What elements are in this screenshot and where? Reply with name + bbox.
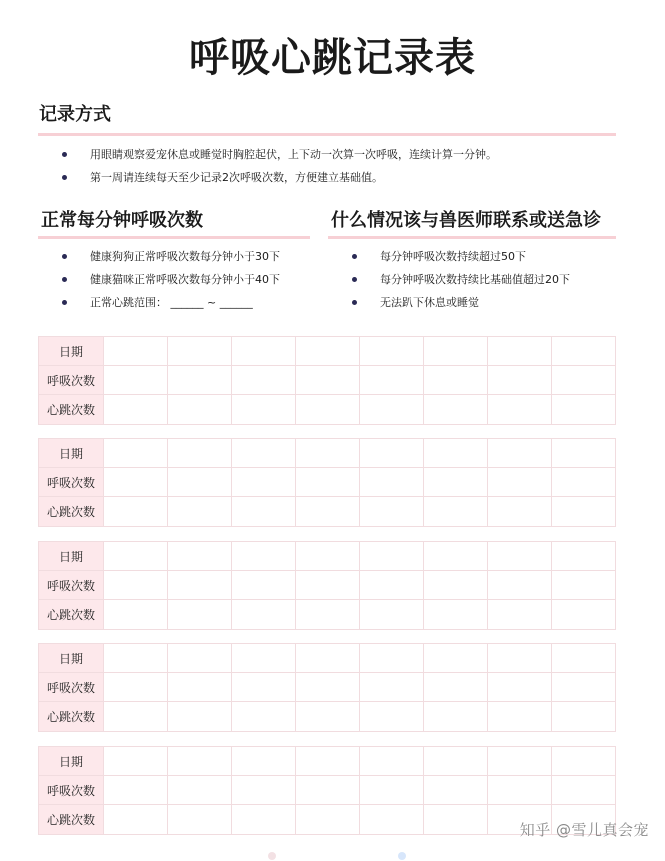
entry-cell[interactable] (552, 600, 616, 630)
entry-cell[interactable] (424, 571, 488, 600)
list-item: 第一周请连续每天至少记录2次呼吸次数，方便建立基础值。 (62, 166, 497, 189)
entry-cell[interactable] (168, 600, 232, 630)
entry-cell[interactable] (360, 673, 424, 702)
entry-cell[interactable] (296, 644, 360, 673)
entry-cell[interactable] (552, 439, 616, 468)
table-row (39, 776, 616, 805)
entry-cell[interactable] (424, 395, 488, 425)
bullet-icon (62, 277, 67, 282)
entry-cell[interactable] (424, 805, 488, 835)
entry-cell[interactable] (168, 805, 232, 835)
entry-cell[interactable] (360, 600, 424, 630)
entry-cell[interactable] (488, 439, 552, 468)
contact-divider (328, 236, 616, 239)
row-label: 呼吸次数 (39, 571, 104, 600)
entry-cell[interactable] (360, 747, 424, 776)
row-label: 呼吸次数 (39, 673, 104, 702)
row-label: 心跳次数 (39, 805, 104, 835)
entry-cell[interactable] (488, 337, 552, 366)
entry-cell[interactable] (488, 644, 552, 673)
entry-cell[interactable] (104, 337, 168, 366)
entry-cell[interactable] (488, 776, 552, 805)
contact-list (352, 245, 570, 314)
entry-cell[interactable] (232, 571, 296, 600)
method-heading: 记录方式 (39, 104, 111, 125)
entry-cell[interactable] (424, 439, 488, 468)
entry-cell[interactable] (552, 337, 616, 366)
table-row (39, 468, 616, 497)
entry-cell[interactable] (232, 747, 296, 776)
entry-cell[interactable] (168, 644, 232, 673)
bullet-icon (62, 175, 67, 180)
entry-cell[interactable] (424, 702, 488, 732)
entry-cell[interactable] (232, 542, 296, 571)
entry-cell[interactable] (296, 439, 360, 468)
entry-cell[interactable] (296, 337, 360, 366)
entry-cell[interactable] (168, 571, 232, 600)
table-row (39, 439, 616, 468)
entry-cell[interactable] (360, 644, 424, 673)
entry-cell[interactable] (232, 337, 296, 366)
entry-cell[interactable] (232, 805, 296, 835)
bullet-icon (352, 277, 357, 282)
list-item: 健康猫咪正常呼吸次数每分钟小于40下 (62, 268, 280, 291)
table-row (39, 747, 616, 776)
entry-cell[interactable] (360, 571, 424, 600)
entry-cell[interactable] (360, 805, 424, 835)
entry-cell[interactable] (552, 747, 616, 776)
entry-cell[interactable] (488, 747, 552, 776)
row-label: 呼吸次数 (39, 366, 104, 395)
entry-cell[interactable] (104, 644, 168, 673)
entry-cell[interactable] (104, 702, 168, 732)
entry-cell[interactable] (232, 776, 296, 805)
row-label: 心跳次数 (39, 395, 104, 425)
table-row (39, 644, 616, 673)
method-list (62, 143, 497, 189)
list-item: 用眼睛观察爱宠休息或睡觉时胸腔起伏，上下动一次算一次呼吸，连续计算一分钟。 (62, 143, 497, 166)
entry-cell[interactable] (232, 702, 296, 732)
row-label: 心跳次数 (39, 600, 104, 630)
list-item: 健康狗狗正常呼吸次数每分钟小于30下 (62, 245, 280, 268)
entry-cell[interactable] (488, 366, 552, 395)
entry-cell[interactable] (232, 644, 296, 673)
entry-cell[interactable] (296, 542, 360, 571)
contact-heading: 什么情况该与兽医师联系或送急诊 (331, 210, 601, 231)
table-row (39, 702, 616, 732)
entry-cell[interactable] (360, 497, 424, 527)
entry-cell[interactable] (552, 497, 616, 527)
entry-cell[interactable] (168, 673, 232, 702)
entry-cell[interactable] (168, 497, 232, 527)
entry-cell[interactable] (552, 673, 616, 702)
entry-cell[interactable] (296, 571, 360, 600)
entry-cell[interactable] (232, 366, 296, 395)
entry-cell[interactable] (296, 673, 360, 702)
entry-cell[interactable] (552, 468, 616, 497)
entry-cell[interactable] (296, 395, 360, 425)
row-label: 日期 (39, 439, 104, 468)
entry-cell[interactable] (296, 747, 360, 776)
entry-cell[interactable] (296, 600, 360, 630)
entry-cell[interactable] (296, 702, 360, 732)
entry-cell[interactable] (296, 776, 360, 805)
record-table (38, 336, 616, 425)
entry-cell[interactable] (424, 366, 488, 395)
decor-dot (268, 852, 276, 860)
bullet-icon (352, 300, 357, 305)
entry-cell[interactable] (168, 542, 232, 571)
list-item: 每分钟呼吸次数持续超过50下 (352, 245, 570, 268)
watermark: 知乎 @雪儿真会宠 (519, 821, 649, 839)
entry-cell[interactable] (552, 571, 616, 600)
entry-cell[interactable] (360, 366, 424, 395)
entry-cell[interactable] (104, 468, 168, 497)
entry-cell[interactable] (232, 673, 296, 702)
bullet-icon (352, 254, 357, 259)
entry-cell[interactable] (168, 776, 232, 805)
entry-cell[interactable] (104, 747, 168, 776)
row-label: 呼吸次数 (39, 468, 104, 497)
entry-cell[interactable] (104, 439, 168, 468)
entry-cell[interactable] (360, 702, 424, 732)
decor-dot (398, 852, 406, 860)
bullet-icon (62, 254, 67, 259)
entry-cell[interactable] (232, 497, 296, 527)
table-row (39, 673, 616, 702)
entry-cell[interactable] (552, 702, 616, 732)
normal-heading: 正常每分钟呼吸次数 (41, 210, 203, 231)
row-label: 心跳次数 (39, 702, 104, 732)
entry-cell[interactable] (360, 395, 424, 425)
entry-cell[interactable] (168, 439, 232, 468)
entry-cell[interactable] (552, 776, 616, 805)
entry-cell[interactable] (104, 600, 168, 630)
entry-cell[interactable] (296, 468, 360, 497)
entry-cell[interactable] (296, 805, 360, 835)
entry-cell[interactable] (552, 395, 616, 425)
entry-cell[interactable] (424, 747, 488, 776)
entry-cell[interactable] (296, 366, 360, 395)
list-item: 无法趴下休息或睡觉 (352, 291, 570, 314)
entry-cell[interactable] (296, 497, 360, 527)
entry-cell[interactable] (104, 366, 168, 395)
entry-cell[interactable] (552, 542, 616, 571)
row-label: 心跳次数 (39, 497, 104, 527)
entry-cell[interactable] (104, 497, 168, 527)
table-row (39, 395, 616, 425)
record-table (38, 541, 616, 630)
table-row (39, 571, 616, 600)
entry-cell[interactable] (360, 542, 424, 571)
entry-cell[interactable] (488, 395, 552, 425)
table-row (39, 542, 616, 571)
entry-cell[interactable] (168, 366, 232, 395)
bullet-icon (62, 152, 67, 157)
row-label: 日期 (39, 644, 104, 673)
entry-cell[interactable] (168, 468, 232, 497)
row-label: 日期 (39, 542, 104, 571)
entry-cell[interactable] (552, 644, 616, 673)
page-title: 呼吸心跳记录表 (189, 35, 476, 81)
record-table (38, 643, 616, 732)
table-row (39, 366, 616, 395)
entry-cell[interactable] (104, 571, 168, 600)
entry-cell[interactable] (360, 468, 424, 497)
entry-cell[interactable] (424, 497, 488, 527)
entry-cell[interactable] (232, 395, 296, 425)
row-label: 日期 (39, 747, 104, 776)
entry-cell[interactable] (424, 600, 488, 630)
entry-cell[interactable] (104, 805, 168, 835)
normal-list (62, 245, 280, 314)
entry-cell[interactable] (360, 776, 424, 805)
entry-cell[interactable] (104, 673, 168, 702)
entry-cell[interactable] (424, 673, 488, 702)
row-label: 呼吸次数 (39, 776, 104, 805)
table-row (39, 600, 616, 630)
row-label: 日期 (39, 337, 104, 366)
entry-cell[interactable] (488, 468, 552, 497)
entry-cell[interactable] (104, 395, 168, 425)
entry-cell[interactable] (104, 542, 168, 571)
entry-cell[interactable] (488, 673, 552, 702)
record-table (38, 438, 616, 527)
entry-cell[interactable] (488, 497, 552, 527)
entry-cell[interactable] (232, 439, 296, 468)
entry-cell[interactable] (360, 439, 424, 468)
entry-cell[interactable] (424, 776, 488, 805)
entry-cell[interactable] (424, 337, 488, 366)
entry-cell[interactable] (168, 702, 232, 732)
table-row (39, 497, 616, 527)
entry-cell[interactable] (232, 600, 296, 630)
entry-cell[interactable] (232, 468, 296, 497)
normal-divider (38, 236, 310, 239)
entry-cell[interactable] (168, 395, 232, 425)
entry-cell[interactable] (424, 468, 488, 497)
entry-cell[interactable] (424, 542, 488, 571)
list-item: 正常心跳范围： ______ ~ ______ (62, 291, 280, 314)
table-row (39, 337, 616, 366)
bullet-icon (62, 300, 67, 305)
entry-cell[interactable] (168, 747, 232, 776)
entry-cell[interactable] (104, 776, 168, 805)
entry-cell[interactable] (488, 542, 552, 571)
list-item: 每分钟呼吸次数持续比基础值超过20下 (352, 268, 570, 291)
entry-cell[interactable] (168, 337, 232, 366)
entry-cell[interactable] (424, 644, 488, 673)
entry-cell[interactable] (488, 571, 552, 600)
entry-cell[interactable] (488, 600, 552, 630)
entry-cell[interactable] (488, 702, 552, 732)
entry-cell[interactable] (360, 337, 424, 366)
entry-cell[interactable] (552, 366, 616, 395)
method-divider (38, 133, 616, 136)
